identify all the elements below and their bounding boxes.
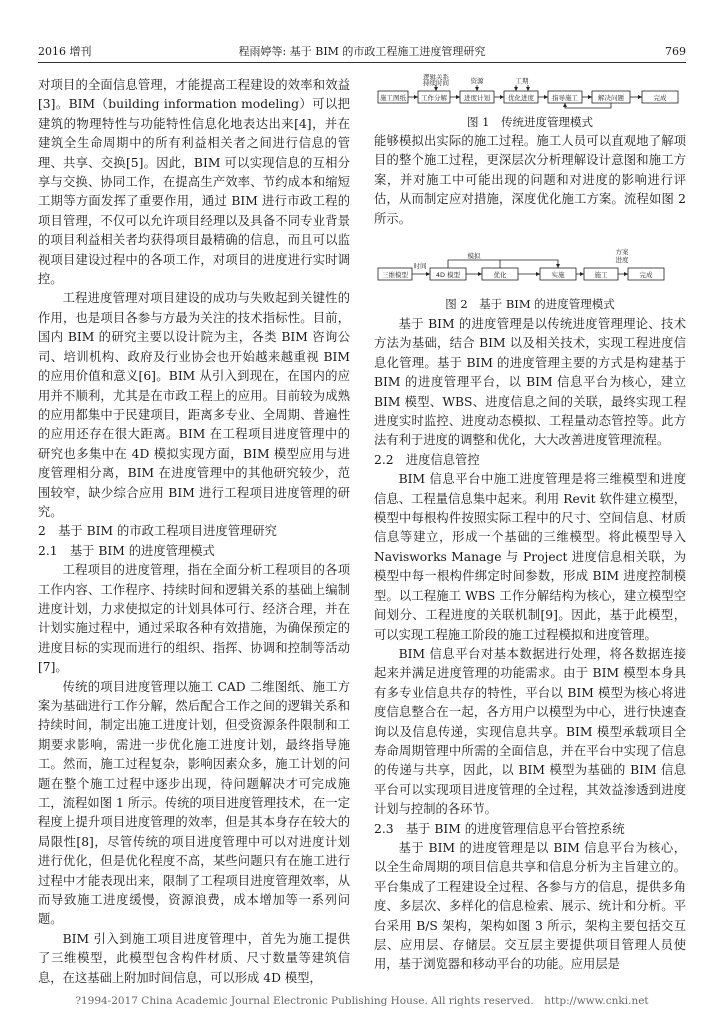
figure-1-diagram	[376, 74, 682, 110]
header-rule	[38, 62, 686, 63]
fig2-label-9: 完成	[639, 271, 653, 279]
fig2-label-3: 模拟	[467, 252, 481, 260]
subsection-heading: 2.2 进度信息管控	[374, 452, 480, 467]
page-number: 769	[665, 45, 686, 58]
fig1-label-0: 施工图纸	[380, 94, 406, 102]
fig2-label-5: 优化	[493, 271, 507, 279]
fig1-label-8: 指导施工	[552, 94, 578, 102]
fig2-label-4: 实施	[551, 271, 565, 279]
fig1-label-6: 工期	[515, 77, 529, 85]
paragraph: 能够模拟出实际的施工过程。施工人员可以直观地了解项目的整个施工过程，更深层次分析理解设计意图和施工方案，并对施工中可能出现的问题和对进度的影响进行评估，从而制定应对措施，深度优化施工方案。流程如图 2 所示。	[374, 134, 686, 226]
journal-issue: 2016 增刊	[38, 45, 92, 58]
fig1-label-4: 进度计划	[464, 94, 490, 102]
fig1-label-2: 逻辑关系	[423, 74, 449, 81]
fig2-label-2: 4D 模型	[435, 271, 461, 279]
figure-2-diagram	[376, 248, 682, 288]
right-column-intro	[374, 132, 686, 229]
paragraph: 基于 BIM 的进度管理是以 BIM 信息平台为核心，以全生命周期的项目信息共享和信息分析为主旨建立的。平台集成了工程建设全过程、各参与方的信息，提供多角度、多层次、多样化的信息检索、展示、统计和分析。平台采用 B/S 架构，架构如图 3 所示，架构主要包括交互层、应用层、存储层。交互层主要提供项目管理人员使用，基于浏览器和移动平台的功能。应用层是	[374, 840, 686, 972]
fig1-label-5: 资源	[470, 77, 484, 85]
fig1-label-10: 完成	[653, 94, 667, 102]
paragraph: 传统的项目进度管理以施工 CAD 二维图纸、施工方案为基础进行工作分解，然后配合工作之间的逻辑关系和持续时间，制定出施工进度计划，但受资源条件限制和工期要求影响，需进一步优化施工进度计划，最终指导施工。然而，施工过程复杂，影响因素众多，施工计划的问题在整个施工过程中逐步出现，待问题解决才可完成施工，流程如图 1 所示。传统的项目进度管理技术，在一定程度上提升项目进度管理的效率，但是其本身存在较大的局限性[8]，尽管传统的项目进度管理中可以对进度计划进行优化，但是优化程度不高，某些问题只有在施工进行过程中才能表现出来，限制了工程项目进度管理效率，从而导致施工进度缓慢，资源浪费，成本增加等一系列问题。	[38, 679, 350, 927]
paragraph: BIM 信息平台中施工进度管理是将三维模型和进度信息、工程量信息集中起来。利用 Revit 软件建立模型，模型中每根构件按照实际工程中的尺寸、空间信息、材质信息等建立，形成一个基础的三维模型。将此模型导入 Navisworks Manage 与 Project 进度信息相关联，为模型中每一根构件绑定时间参数，形成 BIM 进度控制模型。以工程施工 WBS 工作分解结构为核心，建立模型空间划分、工程进度的关联机制[9]。因此，基于此模型，可以实现工程施工阶段的施工过程模拟和进度管理。	[374, 472, 686, 642]
fig2-label-7: 进度	[615, 256, 629, 264]
fig1-label-1: 工作分解	[421, 94, 447, 102]
paragraph: BIM 引入到施工项目进度管理中，首先为施工提供了三维模型，此模型包含构件材质、尺寸数量等建筑信息，在这基础上附加时间信息，可以形成 4D 模型，	[38, 931, 350, 985]
fig2-label-1: 时间	[413, 262, 427, 270]
copyright-footer: ?1994-2017 China Academic Journal Electronic Publishing House. All rights reserved. http://www.cnki.net	[75, 995, 649, 1007]
paragraph: 对项目的全面信息管理，才能提高工程建设的效率和效益[3]。BIM（building information modeling）可以把建筑的物理特性与功能特性信息化地表达出来[4]，并在建筑全生命周期中的所有利益相关者之间进行信息的管理、共享、交换[5]。因此，BIM 可以实现信息的互相分享与交换、协同工作，在提高生产效率、节约成本和缩短工期等方面发挥了重要作用，通过 BIM 进行市政工程的项目管理，不仅可以允许项目经理以及具备不同专业背景的项目利益相关者均获得项目最精确的信息，而且可以监视项目建设过程中的各项工作，对项目的进度进行实时调控。	[38, 78, 350, 287]
fig2-label-8: 施工	[594, 271, 608, 279]
paragraph: BIM 信息平台对基本数据进行处理，将各数据连接起来并满足进度管理的功能需求。由于 BIM 模型本身具有多专业信息共存的特性，平台以 BIM 模型为核心将进度信息整合在一起，各方用户以模型为中心，进行快速查询以及信息传递，实现信息共享。BIM 模型承载项目全寿命周期管理中所需的全面信息，并在平台中实现了信息的传递与共享，因此，以 BIM 模型为基础的 BIM 信息平台可以实现项目进度管理的全过程，其效益渗透到进度计划与控制的各环节。	[374, 646, 686, 817]
figure-2-caption: 图 2 基于 BIM 的进度管理模式	[445, 297, 615, 311]
figure-1	[376, 74, 682, 110]
paragraph: 工程项目的进度管理，指在全面分析工程项目的各项工作内容、工作程序、持续时间和逻辑关系的基础上编制进度计划，力求使拟定的计划具体可行、经济合理，并在计划实施过程中，通过采取各种有效措施，为确保预定的进度目标的实现而进行的组织、指挥、协调和控制等活动[7]。	[38, 563, 350, 675]
figure-2	[376, 248, 682, 288]
section-heading: 2 基于 BIM 的市政工程项目进度管理研究	[38, 524, 277, 539]
fig2-label-6: 方案	[615, 248, 629, 256]
fig1-label-7: 优化进度	[508, 94, 534, 102]
paragraph: 基于 BIM 的进度管理是以传统进度管理理论、技术方法为基础，结合 BIM 以及相关技术，实现工程进度信息化管理。基于 BIM 的进度管理主要的方式是构建基于 BIM 的进度管理平台，以 BIM 信息平台为核心，建立 BIM 模型、WBS、进度信息之间的关联，最终实现工程进度实时监控、进度动态模拟、工程量动态管控等。此方法有利于进度的调整和优化，大大改善进度管理流程。	[374, 317, 686, 448]
running-header	[38, 44, 686, 60]
fig1-label-3: 持续时间	[423, 79, 449, 87]
fig1-label-9: 解决问题	[598, 94, 624, 102]
left-column	[38, 76, 350, 988]
right-column	[374, 315, 686, 975]
paragraph: 工程进度管理对项目建设的成功与失败起到关键性的作用，也是项目各参与方最为关注的技术指标性。目前，国内 BIM 的研究主要以设计院为主，各类 BIM 咨询公司、培训机构、政府及行业协会也开始越来越重视 BIM 的应用价值和意义[6]。BIM 从引入到现在，在国内的应用并不顺利，尤其是在市政工程上的应用。目前较为成熟的应用都集中于民建项目，距离多专业、全周期、普遍性的应用还存在很大距离。BIM 在工程项目进度管理中的研究也多集中在 4D 模拟实现方面，BIM 模型应用与进度管理相分离，BIM 在进度管理中的其他研究较少，范围较窄，缺少综合应用 BIM 进行工程项目进度管理的研究。	[38, 291, 350, 519]
fig2-label-0: 三维模型	[382, 271, 408, 279]
article-running-title: 程雨婷等: 基于 BIM 的市政工程施工进度管理研究	[238, 45, 486, 58]
figure-1-caption: 图 1 传统进度管理模式	[467, 115, 593, 129]
subsection-heading: 2.3 基于 BIM 的进度管理信息平台管控系统	[374, 821, 625, 836]
subsection-heading: 2.1 基于 BIM 的进度管理模式	[38, 543, 215, 558]
